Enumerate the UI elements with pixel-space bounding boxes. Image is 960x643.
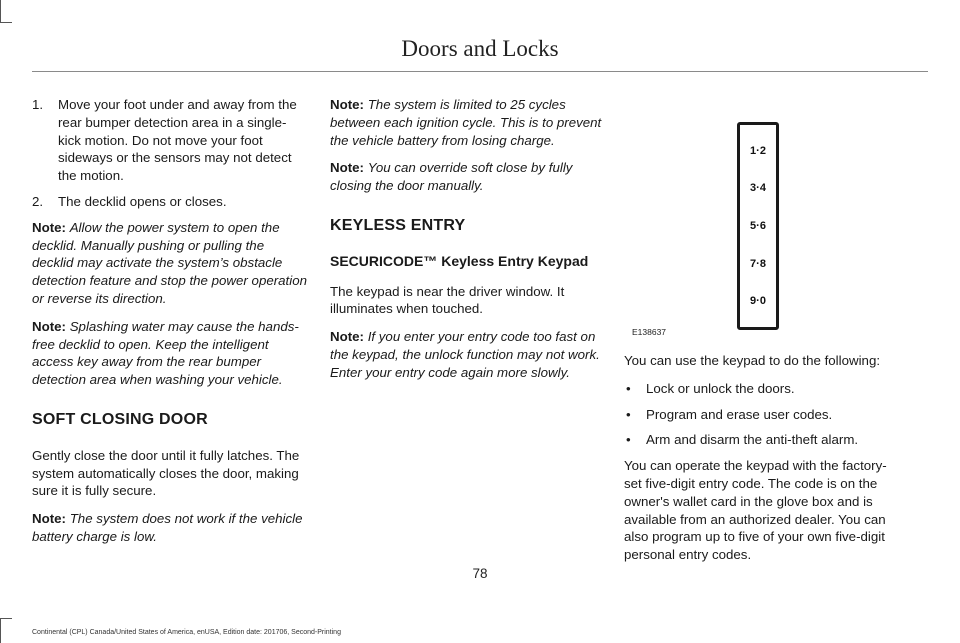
bullet-glyph: • — [626, 432, 631, 448]
keypad-key-1-2: 1·2 — [750, 145, 766, 157]
page-number: 78 — [472, 566, 488, 581]
step-2-number: 2. — [32, 193, 44, 209]
column-right — [624, 352, 900, 574]
list-item — [624, 431, 900, 449]
list-item-text: Arm and disarm the anti-theft alarm. — [646, 432, 859, 448]
keypad-key-9-0: 9·0 — [750, 295, 766, 307]
note-text: You can override soft close by fully closing the door manually. — [330, 160, 573, 194]
list-item — [624, 406, 900, 424]
edition-footer: Continental (CPL) Canada/United States of America, enUSA, Edition date: 201706, Second-Printing — [32, 629, 341, 636]
column-left — [32, 96, 308, 556]
figure-id: E138637 — [632, 327, 667, 337]
keypad-illustration — [737, 122, 779, 330]
keypad-key-7-8: 7·8 — [750, 258, 766, 270]
note-text: The system does not work if the vehicle battery charge is low. — [32, 511, 303, 544]
note-power-system — [32, 219, 308, 308]
column-middle — [330, 96, 606, 392]
subheading-securicode: SECURICODE™ Keyless Entry Keypad — [330, 252, 589, 269]
keypad-uses-intro: You can use the keypad to do the following: — [624, 353, 881, 368]
crop-mark-bottom-left-v — [0, 618, 1, 643]
note-label: Note: — [32, 219, 66, 235]
note-text: If you enter your entry code too fast on the keypad, the unlock function may not work. Enter your entry code again more slowly. — [330, 329, 600, 380]
note-text: Allow the power system to open the decklid. Manually pushing or pulling the decklid may activate the system’s obstacle detection feature and stop the power operation or reverse its direction. — [32, 219, 307, 306]
soft-closing-paragraph: Gently close the door until it fully latches. The system automatically closes the door, making sure it is fully secure. — [32, 447, 300, 499]
keypad-figure — [629, 118, 829, 340]
heading-keyless-entry: KEYLESS ENTRY — [330, 216, 466, 234]
note-label: Note: — [330, 160, 364, 176]
crop-mark-top-left-v — [0, 0, 1, 22]
bullet-glyph: • — [626, 380, 631, 396]
step-1-number: 1. — [32, 97, 44, 112]
note-text: Splashing water may cause the hands-free decklid to open. Keep the intelligent access key away from the rear bumper detection area when washing your vehicle. — [32, 318, 299, 388]
step-1-text: Move your foot under and away from the rear bumper detection area in a single-kick motion. Do not move your foot sideways or the sensors may not detect the motion. — [58, 97, 297, 184]
note-entry-too-fast — [330, 328, 606, 381]
list-item — [624, 380, 900, 398]
note-label: Note: — [32, 318, 66, 334]
note-label: Note: — [330, 329, 364, 345]
step-2-text: The decklid opens or closes. — [58, 193, 227, 209]
keypad-paragraph: The keypad is near the driver window. It illuminates when touched. — [330, 283, 565, 317]
heading-soft-closing-door: SOFT CLOSING DOOR — [32, 410, 208, 428]
crop-mark-bottom-left-h — [0, 618, 12, 619]
page-title: Doors and Locks — [401, 36, 559, 61]
note-label: Note: — [330, 97, 364, 112]
keypad-key-5-6: 5·6 — [750, 220, 766, 232]
factory-code-paragraph: You can operate the keypad with the factory-set five-digit entry code. The code is on the owner's wallet card in the glove box and is available from an authorized dealer. You can also program up to five of your own five-digit personal entry codes. — [624, 458, 887, 563]
note-text: The system is limited to 25 cycles between each ignition cycle. This is to prevent the vehicle battery from losing charge. — [330, 97, 602, 148]
note-cycle-limit — [330, 96, 606, 149]
crop-mark-top-left-h — [0, 22, 12, 23]
note-override — [330, 159, 606, 195]
list-item-text: Program and erase user codes. — [646, 406, 833, 422]
header-rule — [32, 71, 928, 72]
keypad-key-3-4: 3·4 — [750, 182, 766, 194]
note-label: Note: — [32, 511, 66, 527]
step-1 — [32, 96, 308, 185]
bullet-glyph: • — [626, 406, 631, 422]
list-item-text: Lock or unlock the doors. — [646, 380, 795, 396]
note-battery-low — [32, 510, 308, 546]
step-2 — [32, 193, 308, 211]
note-splashing-water — [32, 318, 308, 389]
